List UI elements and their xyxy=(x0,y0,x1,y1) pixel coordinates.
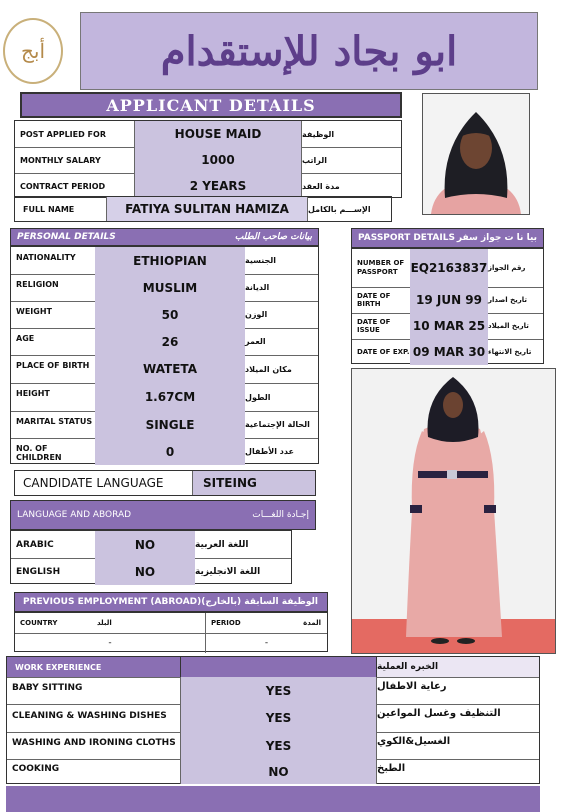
personal-row xyxy=(11,438,318,465)
personal-row xyxy=(11,383,318,412)
salary-ar: الراتب xyxy=(301,147,401,173)
passport-number-ar: رقم الجواز xyxy=(488,264,526,272)
cleaning-value: YES xyxy=(181,704,377,732)
experience-title-ar: الخبره العملية xyxy=(377,657,539,677)
languages-header xyxy=(10,500,316,530)
page-title-banner xyxy=(80,12,538,90)
weight-ar: الوزن xyxy=(245,310,268,319)
personal-title-ar: بيانات صاحب الطلب xyxy=(234,232,312,242)
passport-row xyxy=(352,249,543,288)
passport-title: PASSPORT DETAILS xyxy=(358,233,455,243)
dob-label: DATE OF BIRTH xyxy=(357,292,391,308)
post-label: POST APPLIED FOR xyxy=(15,121,135,147)
height-ar: الطول xyxy=(245,392,271,402)
expiry-value: 09 MAR 30 xyxy=(410,339,488,365)
experience-header-mid xyxy=(181,657,377,677)
country-label: COUNTRY xyxy=(20,619,58,627)
candidate-language-label: CANDIDATE LANGUAGE xyxy=(15,471,193,495)
applicant-headshot xyxy=(422,93,530,215)
cleaning-ar: التنظيف وغسل المواعين xyxy=(377,708,501,719)
employment-table xyxy=(14,612,328,652)
personal-title: PERSONAL DETAILS xyxy=(17,232,116,242)
applicant-title-text: APPLICANT DETAILS xyxy=(106,95,316,115)
passport-row xyxy=(352,339,543,365)
height-label: HEIGHT xyxy=(16,389,50,398)
marital-value: SINGLE xyxy=(95,411,245,438)
arabic-label: ARABIC xyxy=(16,539,54,550)
religion-value: MUSLIM xyxy=(95,274,245,301)
babysitting-label: BABY SITTING xyxy=(7,677,181,704)
applicant-row-salary xyxy=(15,147,401,174)
babysitting-ar: رعاية الاطفال xyxy=(377,681,447,692)
nationality-value: ETHIOPIAN xyxy=(95,247,245,274)
dob-value: 19 JUN 99 xyxy=(410,287,488,313)
weight-value: 50 xyxy=(95,301,245,328)
english-ar: اللغة الانجليزية xyxy=(195,566,261,577)
personal-row xyxy=(11,411,318,439)
country-ar: البلد xyxy=(97,619,112,627)
post-value: HOUSE MAID xyxy=(135,121,301,147)
arabic-ar: اللغة العربية xyxy=(195,539,249,550)
marital-label: MARITAL STATUS xyxy=(16,417,93,426)
passport-title-ar: بيا نا ت جواز سفر xyxy=(456,233,537,243)
personal-details-header xyxy=(10,228,319,246)
passport-details-header xyxy=(351,228,544,248)
age-value: 26 xyxy=(95,328,245,355)
contract-ar: مدة العقد xyxy=(301,173,401,199)
experience-row xyxy=(7,677,539,705)
employment-value-row xyxy=(15,633,327,653)
experience-row xyxy=(7,732,539,760)
applicant-row-post xyxy=(15,121,401,148)
languages-title: LANGUAGE AND ABORAD xyxy=(17,510,132,520)
issue-value: 10 MAR 25 xyxy=(410,313,488,339)
logo xyxy=(3,18,63,84)
personal-row xyxy=(11,328,318,356)
country-value: - xyxy=(108,638,112,648)
religion-label: RELIGION xyxy=(16,280,59,289)
full-name-value: FATIYA SULITAN HAMIZA xyxy=(107,197,307,221)
cooking-label: COOKING xyxy=(7,759,181,784)
issue-ar: تاريخ الميلاد xyxy=(488,322,529,330)
period-label: PERIOD xyxy=(205,613,257,633)
contract-label: CONTRACT PERIOD xyxy=(15,173,135,199)
passport-row xyxy=(352,313,543,340)
birthplace-label: PLACE OF BIRTH xyxy=(16,361,90,370)
religion-ar: الديانة xyxy=(245,283,270,292)
children-ar: عدد الأطفال xyxy=(245,447,294,456)
height-value: 1.67CM xyxy=(95,383,245,411)
salary-value: 1000 xyxy=(135,147,301,173)
applicant-table xyxy=(14,120,402,198)
expiry-label: DATE OF EXP. xyxy=(357,348,410,356)
passport-table xyxy=(351,248,544,364)
post-ar: الوظيفة xyxy=(301,121,401,147)
full-name-ar: الإســـم بالكامل xyxy=(307,197,391,221)
personal-table xyxy=(10,246,319,464)
age-ar: العمر xyxy=(245,337,266,346)
personal-row xyxy=(11,355,318,384)
washing-ar: الغسيل&الكوي xyxy=(377,736,451,747)
passport-number-label: NUMBER OF PASSPORT xyxy=(357,259,405,276)
children-label: NO. OF CHILDREN xyxy=(16,444,62,462)
personal-row xyxy=(11,247,318,275)
nationality-ar: الجنسية xyxy=(245,256,277,265)
languages-title-ar: إجـادة اللغـــات xyxy=(252,510,309,520)
employment-title: PREVIOUS EMPLOYMENT (ABROAD)(الوظيفة السابقة (بالخارج xyxy=(23,597,318,607)
experience-row xyxy=(7,704,539,733)
candidate-language-value: SITEING xyxy=(193,471,315,495)
issue-label: DATE OF ISSUE xyxy=(357,318,391,334)
period-ar: المدة xyxy=(303,619,321,627)
personal-row xyxy=(11,301,318,329)
employment-label-row xyxy=(15,613,327,634)
language-row xyxy=(11,531,291,559)
contract-value: 2 YEARS xyxy=(135,173,301,199)
applicant-section-title xyxy=(20,92,402,118)
employment-header xyxy=(14,592,328,612)
experience-row xyxy=(7,759,539,784)
languages-table xyxy=(10,530,292,584)
candidate-language-row xyxy=(14,470,316,496)
babysitting-value: YES xyxy=(181,677,377,704)
full-name-label: FULL NAME xyxy=(15,197,107,221)
experience-title: WORK EXPERIENCE xyxy=(7,657,181,677)
weight-label: WEIGHT xyxy=(16,307,52,316)
experience-header-row xyxy=(7,657,539,678)
children-value: 0 xyxy=(95,438,245,465)
age-label: AGE xyxy=(16,334,35,343)
nationality-label: NATIONALITY xyxy=(16,253,76,262)
passport-row xyxy=(352,287,543,314)
arabic-value: NO xyxy=(95,531,195,558)
cleaning-label: CLEANING & WASHING DISHES xyxy=(7,704,181,732)
language-row xyxy=(11,558,291,585)
applicant-full-photo xyxy=(351,368,556,654)
marital-ar: الحالة الإجتماعية xyxy=(245,420,310,429)
page-title: ابو بجاد للإستقدام xyxy=(160,27,458,75)
english-value: NO xyxy=(95,558,195,585)
personal-row xyxy=(11,274,318,302)
expiry-ar: تاريخ الانتهاء xyxy=(488,348,532,356)
salary-label: MONTHLY SALARY xyxy=(15,147,135,173)
passport-number-value: EQ2163837 xyxy=(410,249,488,287)
dob-ar: تاريخ اصدار xyxy=(488,296,528,304)
full-name-row xyxy=(14,196,392,222)
washing-value: YES xyxy=(181,732,377,759)
experience-table xyxy=(6,656,540,784)
cooking-ar: الطبخ xyxy=(377,763,406,774)
logo-letters: أبج xyxy=(20,39,46,63)
footer-bar xyxy=(6,786,540,812)
washing-label: WASHING AND IRONING CLOTHS xyxy=(7,732,181,759)
cooking-value: NO xyxy=(181,759,377,784)
period-value: - xyxy=(205,633,327,653)
birthplace-ar: مكان الميلاد xyxy=(245,364,292,374)
birthplace-value: WATETA xyxy=(95,355,245,383)
english-label: ENGLISH xyxy=(16,566,61,577)
